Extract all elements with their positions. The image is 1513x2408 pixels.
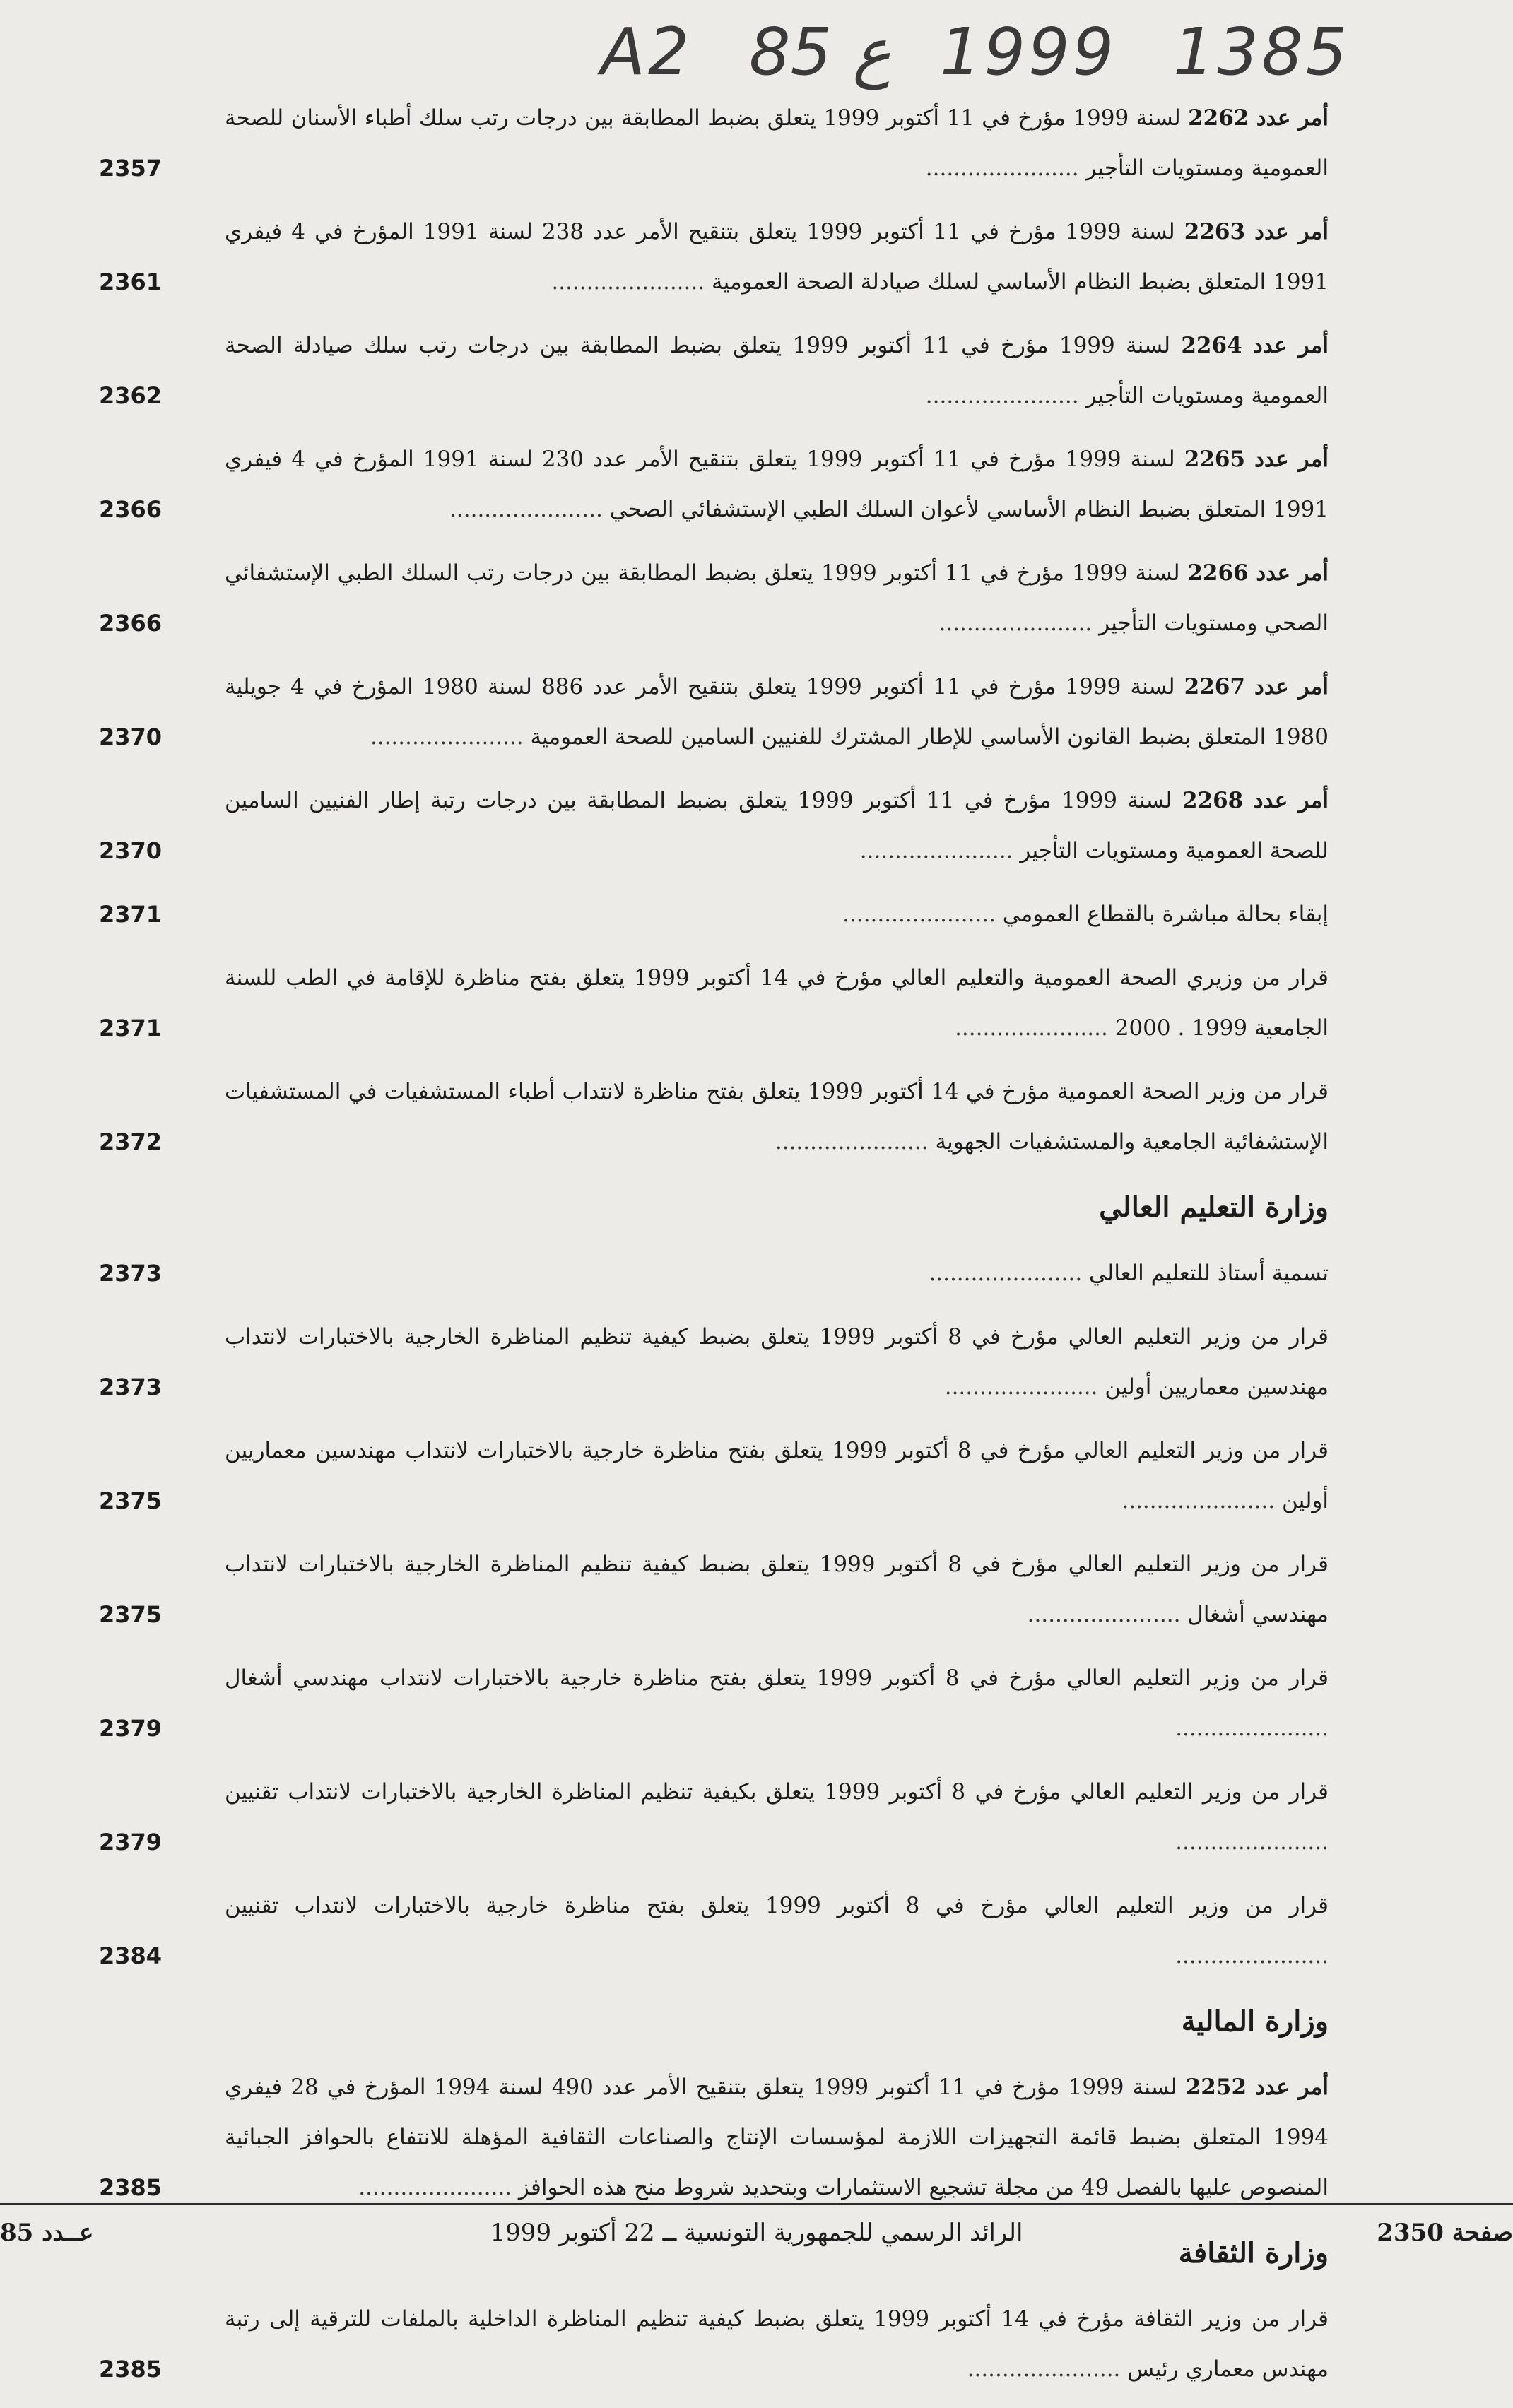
entry-title [205,2294,1329,2395]
entry-title [205,1067,1329,1167]
footer-journal-title: الرائد الرسمي للجمهورية التونسية ــ 22 أكتوبر 1999 [490,2219,1023,2247]
entry-page-number: 2370 [99,837,163,864]
toc-entry [99,548,1329,649]
entry-title [205,93,1329,194]
entry-title [205,1249,1329,1299]
toc-entry [99,1767,1329,1867]
entry-page-number: 2373 [99,1260,163,1287]
toc-entry [99,321,1329,421]
toc-entry [99,1540,1329,1640]
entry-description: تسمية أستاذ للتعليم العالي [1089,1261,1329,1286]
leader-dots: ...................... [1175,1943,1329,1969]
toc-entry [99,953,1329,1054]
entry-description: لسنة 1999 مؤرخ في 11 أكتوبر 1999 يتعلق بتنقيح الأمر عدد 238 لسنة 1991 المؤرخ في 4 فيفري 1991 المتعلق بضبط النظام الأساسي لسلك صيادلة الصحة العمومية [225,219,1329,295]
leader-dots: ...................... [1175,1829,1329,1855]
leader-dots: ...................... [1027,1602,1188,1627]
toc-entry [99,93,1329,194]
entry-decree-label: أمر عدد [1256,560,1329,586]
entry-title [205,1540,1329,1640]
toc-entry [99,1067,1329,1167]
entry-decree-number: 2268 [1182,788,1244,813]
leader-dots: ...................... [859,838,1020,863]
entry-decree-number: 2267 [1184,674,1245,700]
handwritten-archive-note [0,14,1513,99]
toc-entry [99,1249,1329,1299]
leader-dots: ...................... [551,269,712,295]
entry-description: لسنة 1999 مؤرخ في 11 أكتوبر 1999 يتعلق بتنقيح الأمر عدد 490 لسنة 1994 المؤرخ في 28 فيفري 1994 المتعلق بضبط قائمة التجهيزات اللازمة لمؤسسات الإنتاج والصناعات الثقافية المؤهلة للانتفاع بالحوافز الجبائية المنصوص عليها بالفصل 49 من مجلة تشجيع الاستثمارات وبتحديد شروط منح هذه الحوافز [225,2074,1329,2200]
toc-entry [99,1653,1329,1754]
entry-page-number: 2357 [99,155,163,182]
entry-description: قرار من وزير التعليم العالي مؤرخ في 8 أكتوبر 1999 يتعلق بضبط كيفية تنظيم المناظرة الخارجية بالاختبارات لانتداب مهندسين معماريين أولين [225,1324,1329,1400]
entry-page-number: 2372 [99,1128,163,1155]
entry-title [205,435,1329,535]
entry-page-number: 2385 [99,2356,163,2383]
entry-title [205,1653,1329,1754]
toc-entry [99,207,1329,307]
entry-page-number: 2362 [99,382,163,409]
leader-dots: ...................... [775,1129,936,1155]
section-title: وزارة التعليم العالي [1099,1191,1329,1224]
entry-decree-label: أمر عدد [1254,219,1329,244]
entry-title [205,1767,1329,1867]
entry-page-number: 2375 [99,1601,163,1628]
toc-entry [99,2294,1329,2395]
entry-title [205,2062,1329,2213]
entry-decree-number: 2263 [1184,219,1246,244]
entry-decree-number: 2252 [1185,2074,1247,2100]
entry-page-number: 2366 [99,496,163,523]
entry-title [205,321,1329,421]
entry-page-number: 2371 [99,1015,163,1041]
toc-entry [99,435,1329,535]
toc-entry [99,2062,1329,2213]
leader-dots: ...................... [938,610,1100,636]
entry-title [205,1312,1329,1412]
toc-entry [99,1426,1329,1526]
toc-entry [99,1312,1329,1412]
toc-entry [99,1881,1329,1981]
entry-description: لسنة 1999 مؤرخ في 11 أكتوبر 1999 يتعلق بضبط المطابقة بين درجات رتب سلك صيادلة الصحة العمومية ومستويات التأجير [225,333,1329,408]
entry-page-number: 2385 [99,2174,163,2201]
entry-decree-number: 2265 [1184,447,1246,472]
toc-entry [99,890,1329,940]
entry-decree-number: 2262 [1188,105,1249,131]
handwritten-number: 1385 [1173,14,1350,90]
entry-description: لسنة 1999 مؤرخ في 11 أكتوبر 1999 يتعلق بضبط المطابقة بين درجات رتب سلك أطباء الأسنان للصحة العمومية ومستويات التأجير [225,105,1329,181]
section-title: وزارة الثقافة [1178,2236,1329,2270]
leader-dots: ...................... [967,2356,1128,2382]
entry-description: قرار من وزير التعليم العالي مؤرخ في 8 أكتوبر 1999 يتعلق بضبط كيفية تنظيم المناظرة الخارجية بالاختبارات لانتداب مهندسي أشغال [225,1552,1329,1627]
entry-decree-label: أمر عدد [1253,788,1329,813]
footer-page-number: صفحة 2350 [1377,2219,1513,2247]
entry-page-number: 2384 [99,1942,163,1969]
entry-decree-label: أمر عدد [1255,2074,1329,2100]
table-of-contents [99,93,1329,2408]
section-title: وزارة المالية [1181,2005,1329,2038]
entry-decree-label: أمر عدد [1254,447,1329,472]
entry-description: لسنة 1999 مؤرخ في 11 أكتوبر 1999 يتعلق بتنقيح الأمر عدد 886 لسنة 1980 المؤرخ في 4 جويلية 1980 المتعلق بضبط القانون الأساسي للإطار المشترك للفنيين السامين للصحة العمومية [225,674,1329,750]
entry-title [205,548,1329,649]
entry-decree-label: أمر عدد [1252,333,1329,358]
entry-page-number: 2370 [99,724,163,750]
entry-title [205,890,1329,940]
entry-description: لسنة 1999 مؤرخ في 11 أكتوبر 1999 يتعلق بضبط المطابقة بين درجات رتبة إطار الفنيين السامين للصحة العمومية ومستويات التأجير [225,788,1329,863]
leader-dots: ...................... [1175,1716,1329,1741]
entry-title [205,953,1329,1054]
entry-description: قرار من وزير التعليم العالي مؤرخ في 8 أكتوبر 1999 يتعلق بكيفية تنظيم المناظرة الخارجية بالاختبارات لانتداب تقنيين [225,1779,1329,1805]
leader-dots: ...................... [925,155,1086,181]
entry-title [205,207,1329,307]
leader-dots: ...................... [449,497,610,522]
entry-page-number: 2379 [99,1715,163,1742]
leader-dots: ...................... [925,383,1086,408]
entry-description: لسنة 1999 مؤرخ في 11 أكتوبر 1999 يتعلق بضبط المطابقة بين درجات رتب السلك الطبي الإستشفائي الصحي ومستويات التأجير [225,560,1329,636]
leader-dots: ...................... [1121,1488,1283,1513]
handwritten-year: 1999 [940,14,1117,90]
entry-decree-number: 2266 [1187,560,1249,586]
leader-dots: ...................... [358,2175,519,2200]
handwritten-code: A2 [601,14,693,90]
entry-description: قرار من وزير الثقافة مؤرخ في 14 أكتوبر 1999 يتعلق بضبط كيفية تنظيم المناظرة الداخلية بالملفات للترقية إلى رتبة مهندس معماري رئيس [225,2306,1329,2382]
entry-description: إبقاء بحالة مباشرة بالقطاع العمومي [1002,902,1329,927]
page-footer [0,2219,1513,2261]
entry-page-number: 2373 [99,1374,163,1400]
leader-dots: ...................... [842,902,1003,927]
entry-description: قرار من وزير التعليم العالي مؤرخ في 8 أكتوبر 1999 يتعلق بفتح مناظرة خارجية بالاختبارات لانتداب مهندسي أشغال [225,1665,1329,1691]
entry-title [205,1881,1329,1981]
entry-decree-label: أمر عدد [1256,105,1329,131]
entry-title [205,1426,1329,1526]
toc-entry [99,776,1329,876]
entry-page-number: 2366 [99,610,163,637]
entry-description: قرار من وزيري الصحة العمومية والتعليم العالي مؤرخ في 14 أكتوبر 1999 يتعلق بفتح مناظرة للإقامة في الطب للسنة الجامعية 1999 . 2000 [225,965,1329,1041]
entry-description: قرار من وزير التعليم العالي مؤرخ في 8 أكتوبر 1999 يتعلق بفتح مناظرة خارجية بالاختبارات لانتداب تقنيين [225,1893,1329,1918]
leader-dots: ...................... [370,724,531,750]
footer-divider [0,2203,1513,2205]
entry-page-number: 2361 [99,268,163,295]
entry-decree-number: 2264 [1181,333,1242,358]
entry-description: لسنة 1999 مؤرخ في 11 أكتوبر 1999 يتعلق بتنقيح الأمر عدد 230 لسنة 1991 المؤرخ في 4 فيفري 1991 المتعلق بضبط النظام الأساسي لأعوان السلك الطبي الإستشفائي الصحي [225,447,1329,522]
entry-title [205,776,1329,876]
entry-description: قرار من وزير التعليم العالي مؤرخ في 8 أكتوبر 1999 يتعلق بفتح مناظرة خارجية بالاختبارات لانتداب مهندسين معماريين أولين [225,1438,1329,1513]
entry-page-number: 2379 [99,1829,163,1855]
entry-description: قرار من وزير الصحة العمومية مؤرخ في 14 أكتوبر 1999 يتعلق بفتح مناظرة لانتداب أطباء المستشفيات في المستشفيات الإستشفائية الجامعية والمستشفيات الجهوية [225,1079,1329,1155]
handwritten-issue: 85 ع [749,14,892,90]
leader-dots: ...................... [955,1015,1115,1041]
toc-entry [99,662,1329,762]
entry-decree-label: أمر عدد [1254,674,1329,700]
leader-dots: ...................... [944,1374,1105,1400]
entry-title [205,662,1329,762]
entry-page-number: 2375 [99,1487,163,1514]
entry-page-number: 2371 [99,901,163,928]
leader-dots: ...................... [929,1261,1090,1286]
footer-issue-number: عــدد 85 [0,2219,94,2247]
